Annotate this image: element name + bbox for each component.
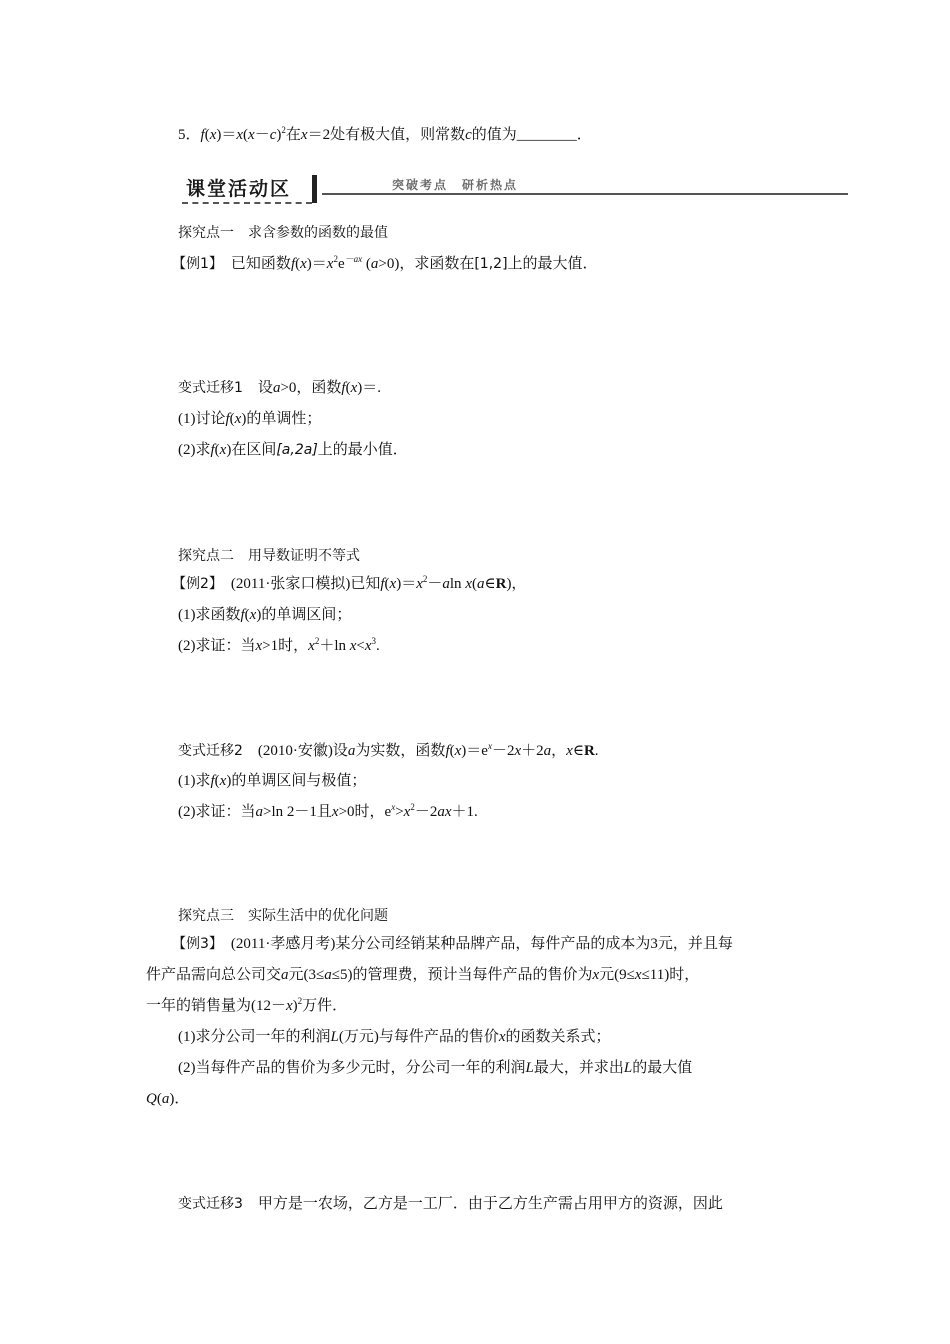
example-2-part-1 [178,605,351,625]
math-var: x [514,743,522,759]
exponent: x [487,741,492,751]
variant-1-part-2 [178,440,408,460]
math-var: x [498,1029,506,1045]
example-3-part-2 [178,1058,692,1078]
math-var: f [200,127,205,143]
math-var: a [543,743,552,759]
section-2-heading: 探究点二 用导数证明不等式 [178,548,360,564]
math-text: ( [204,127,210,143]
exponent: x [391,802,396,812]
text: . [376,638,380,654]
text: )． [169,1091,190,1107]
text: ＋ln [319,638,350,654]
math-var: a [442,576,450,592]
interval: [1,2] [474,256,508,272]
example-2 [172,574,526,594]
text: (1)求函数 [178,607,241,623]
math-var: x [326,256,334,272]
text: > [395,804,404,820]
math-var: x [331,804,339,820]
text: (1)讨论 [178,411,226,427]
text: 设 [242,380,273,396]
math-var: a [476,576,485,592]
text: 最大，并求出 [533,1060,624,1076]
math-text: － [254,127,270,143]
question-5 [178,125,592,145]
text: >ln 2－1且 [263,804,332,820]
banner-title: 课堂活动区 [186,178,292,200]
text: 在 [285,127,301,143]
math-var: x [234,411,242,427]
math-var: a [161,1091,170,1107]
math-var: L [525,1060,534,1076]
math-var: x [350,380,358,396]
math-var: f [210,442,215,458]
exponent: 2 [422,574,428,584]
math-var: L [330,1029,339,1045]
math-set: R [495,576,507,592]
math-var: x [416,576,423,592]
example-3-part-1 [178,1027,611,1047]
text: 已知函数 [215,256,291,272]
variant-2-part-2 [178,802,478,822]
text: . [594,743,599,759]
variant-2-part-1 [178,771,366,791]
text: >0，函数 [280,380,342,396]
text: ( [244,607,250,623]
banner-divider-bar [312,175,317,203]
text: ( [362,256,371,272]
text: (2)当每件产品的售价为多少元时，分公司一年的利润 [178,1060,526,1076]
math-var: x [592,967,600,983]
math-var: x [249,607,257,623]
example-label: 【例1】 [172,256,216,272]
text: < [356,638,365,654]
math-var: x [454,743,462,759]
text: 万件． [302,998,348,1014]
text: (万元)与每件产品的售价 [338,1029,499,1045]
math-var: f [380,576,385,592]
math-var: x [364,638,372,654]
text: ≤11)时， [641,967,700,983]
text: )＝e [461,743,488,759]
example-label: 【例2】 [172,576,216,592]
text: ( [229,411,235,427]
text: ( [295,256,301,272]
text: 的最大值 [632,1060,693,1076]
math-var: a [272,380,281,396]
math-var: x [308,638,315,654]
math-var: x [236,127,244,143]
text: ＝2处有极大值，则常数 [307,127,466,143]
example-2-part-2 [178,636,380,656]
text: (1)求分公司一年的利润 [178,1029,331,1045]
exponent: 2 [333,254,338,264]
math-var: f [210,773,215,789]
math-var: x [286,998,293,1014]
text: ) [292,998,298,1014]
math-var: f [290,256,296,272]
math-var: x [209,127,217,143]
text: (2)求 [178,442,211,458]
question-number: 5． [178,127,201,143]
text: (2)求证：当 [178,804,256,820]
text: ( [449,743,455,759]
text: 的函数关系式； [505,1029,611,1045]
text: ＋1. [451,804,478,820]
text: ( [214,442,220,458]
math-var: f [445,743,450,759]
exponent: 2 [314,636,320,646]
text: e [337,256,345,272]
exponent: 2 [297,996,303,1006]
variant-3 [178,1194,723,1214]
math-text: )＝ [216,127,237,143]
text: >0时，e [338,804,392,820]
math-text: ) [276,127,282,143]
text: ∈ [484,576,496,592]
math-var: c [269,127,277,143]
text: )＝ [306,256,327,272]
banner-rule [322,193,848,195]
math-var: x [634,967,642,983]
exponent: 3 [371,636,377,646]
text: ＋2 [521,743,544,759]
text: 的值为________． [471,127,592,143]
text: )， [506,576,527,592]
math-var: L [623,1060,633,1076]
variant-1 [178,378,381,398]
text: )的单调区间与极值； [226,773,367,789]
example-3-line-3 [146,996,347,1016]
text: (2010·安徽)设 [242,743,348,759]
text: 一年的销售量为(12－ [146,998,286,1014]
math-var: x [248,127,255,143]
interval: [a,2a] [276,442,318,458]
text: 元(9≤ [599,967,635,983]
text: )在区间 [226,442,277,458]
text: ≤5)的管理费，预计当每件产品的售价为 [331,967,593,983]
example-3-line-2 [146,965,699,985]
math-var: x [300,256,307,272]
math-var: f [240,607,245,623]
text: 甲方是一农场，乙方是一工厂．由于乙方生产需占用甲方的资源，因此 [242,1196,723,1212]
example-3-part-2-cont [146,1089,189,1109]
math-var: c [465,127,472,143]
math-var: a [281,967,289,983]
math-var: x [465,576,472,592]
text: 件产品需向总公司交 [146,967,282,983]
text: ( [156,1091,162,1107]
variant-label: 变式迁移1 [178,380,243,396]
example-label: 【例3】 [172,936,216,952]
text: －2 [414,804,438,820]
text: (2011·张家口模拟)已知 [215,576,381,592]
math-var: a [324,967,332,983]
variant-2 [178,741,599,761]
math-text: ( [243,127,249,143]
text: )＝. [357,380,381,396]
math-var: a [370,256,379,272]
text: 上的最大值． [507,256,598,272]
math-var: x [566,743,573,759]
exponent: 2 [281,125,286,135]
text: ( [214,773,220,789]
text: ， [551,743,567,759]
variant-label: 变式迁移2 [178,743,243,759]
math-var: Q [146,1091,157,1107]
text: ln [449,576,466,592]
math-var: f [341,380,346,396]
section-1-heading: 探究点一 求含参数的函数的最值 [178,225,388,241]
banner-subtitle: 突破考点 研析热点 [392,178,519,192]
math-var: x [403,804,411,820]
text: ∈ [572,743,584,759]
math-var: f [225,411,230,427]
example-3-line-1 [172,934,733,954]
text: 为实数，函数 [355,743,446,759]
text: － [427,576,443,592]
text: (1)求 [178,773,211,789]
text: ( [345,380,351,396]
text: )的单调区间； [256,607,352,623]
text: 元(3≤ [288,967,325,983]
math-var: x [300,127,308,143]
variant-1-part-1 [178,409,321,429]
text: ( [384,576,390,592]
math-var: x [255,638,263,654]
math-var: x [219,773,227,789]
section-3-heading: 探究点三 实际生活中的优化问题 [178,908,388,924]
text: )的单调性； [241,411,322,427]
text: (2011·孝感月考)某分公司经销某种品牌产品，每件产品的成本为3元，并且每 [215,936,733,952]
section-banner [178,172,848,208]
text: －2 [491,743,515,759]
exponent: 2 [410,802,415,812]
text: )＝ [396,576,417,592]
math-set: R [583,743,595,759]
math-var: x [349,638,357,654]
banner-dashed-underline [182,202,312,204]
text: ( [471,576,477,592]
math-var: x [219,442,227,458]
variant-label: 变式迁移3 [178,1196,243,1212]
math-var: a [255,804,263,820]
exponent: －ax [344,254,363,264]
text: >0)，求函数在 [378,256,475,272]
example-1 [172,254,598,274]
text: (2)求证：当 [178,638,256,654]
math-var: a [347,743,356,759]
math-var: x [389,576,397,592]
text: 上的最小值． [317,442,408,458]
math-var: ax [437,804,452,820]
text: >1时， [262,638,309,654]
